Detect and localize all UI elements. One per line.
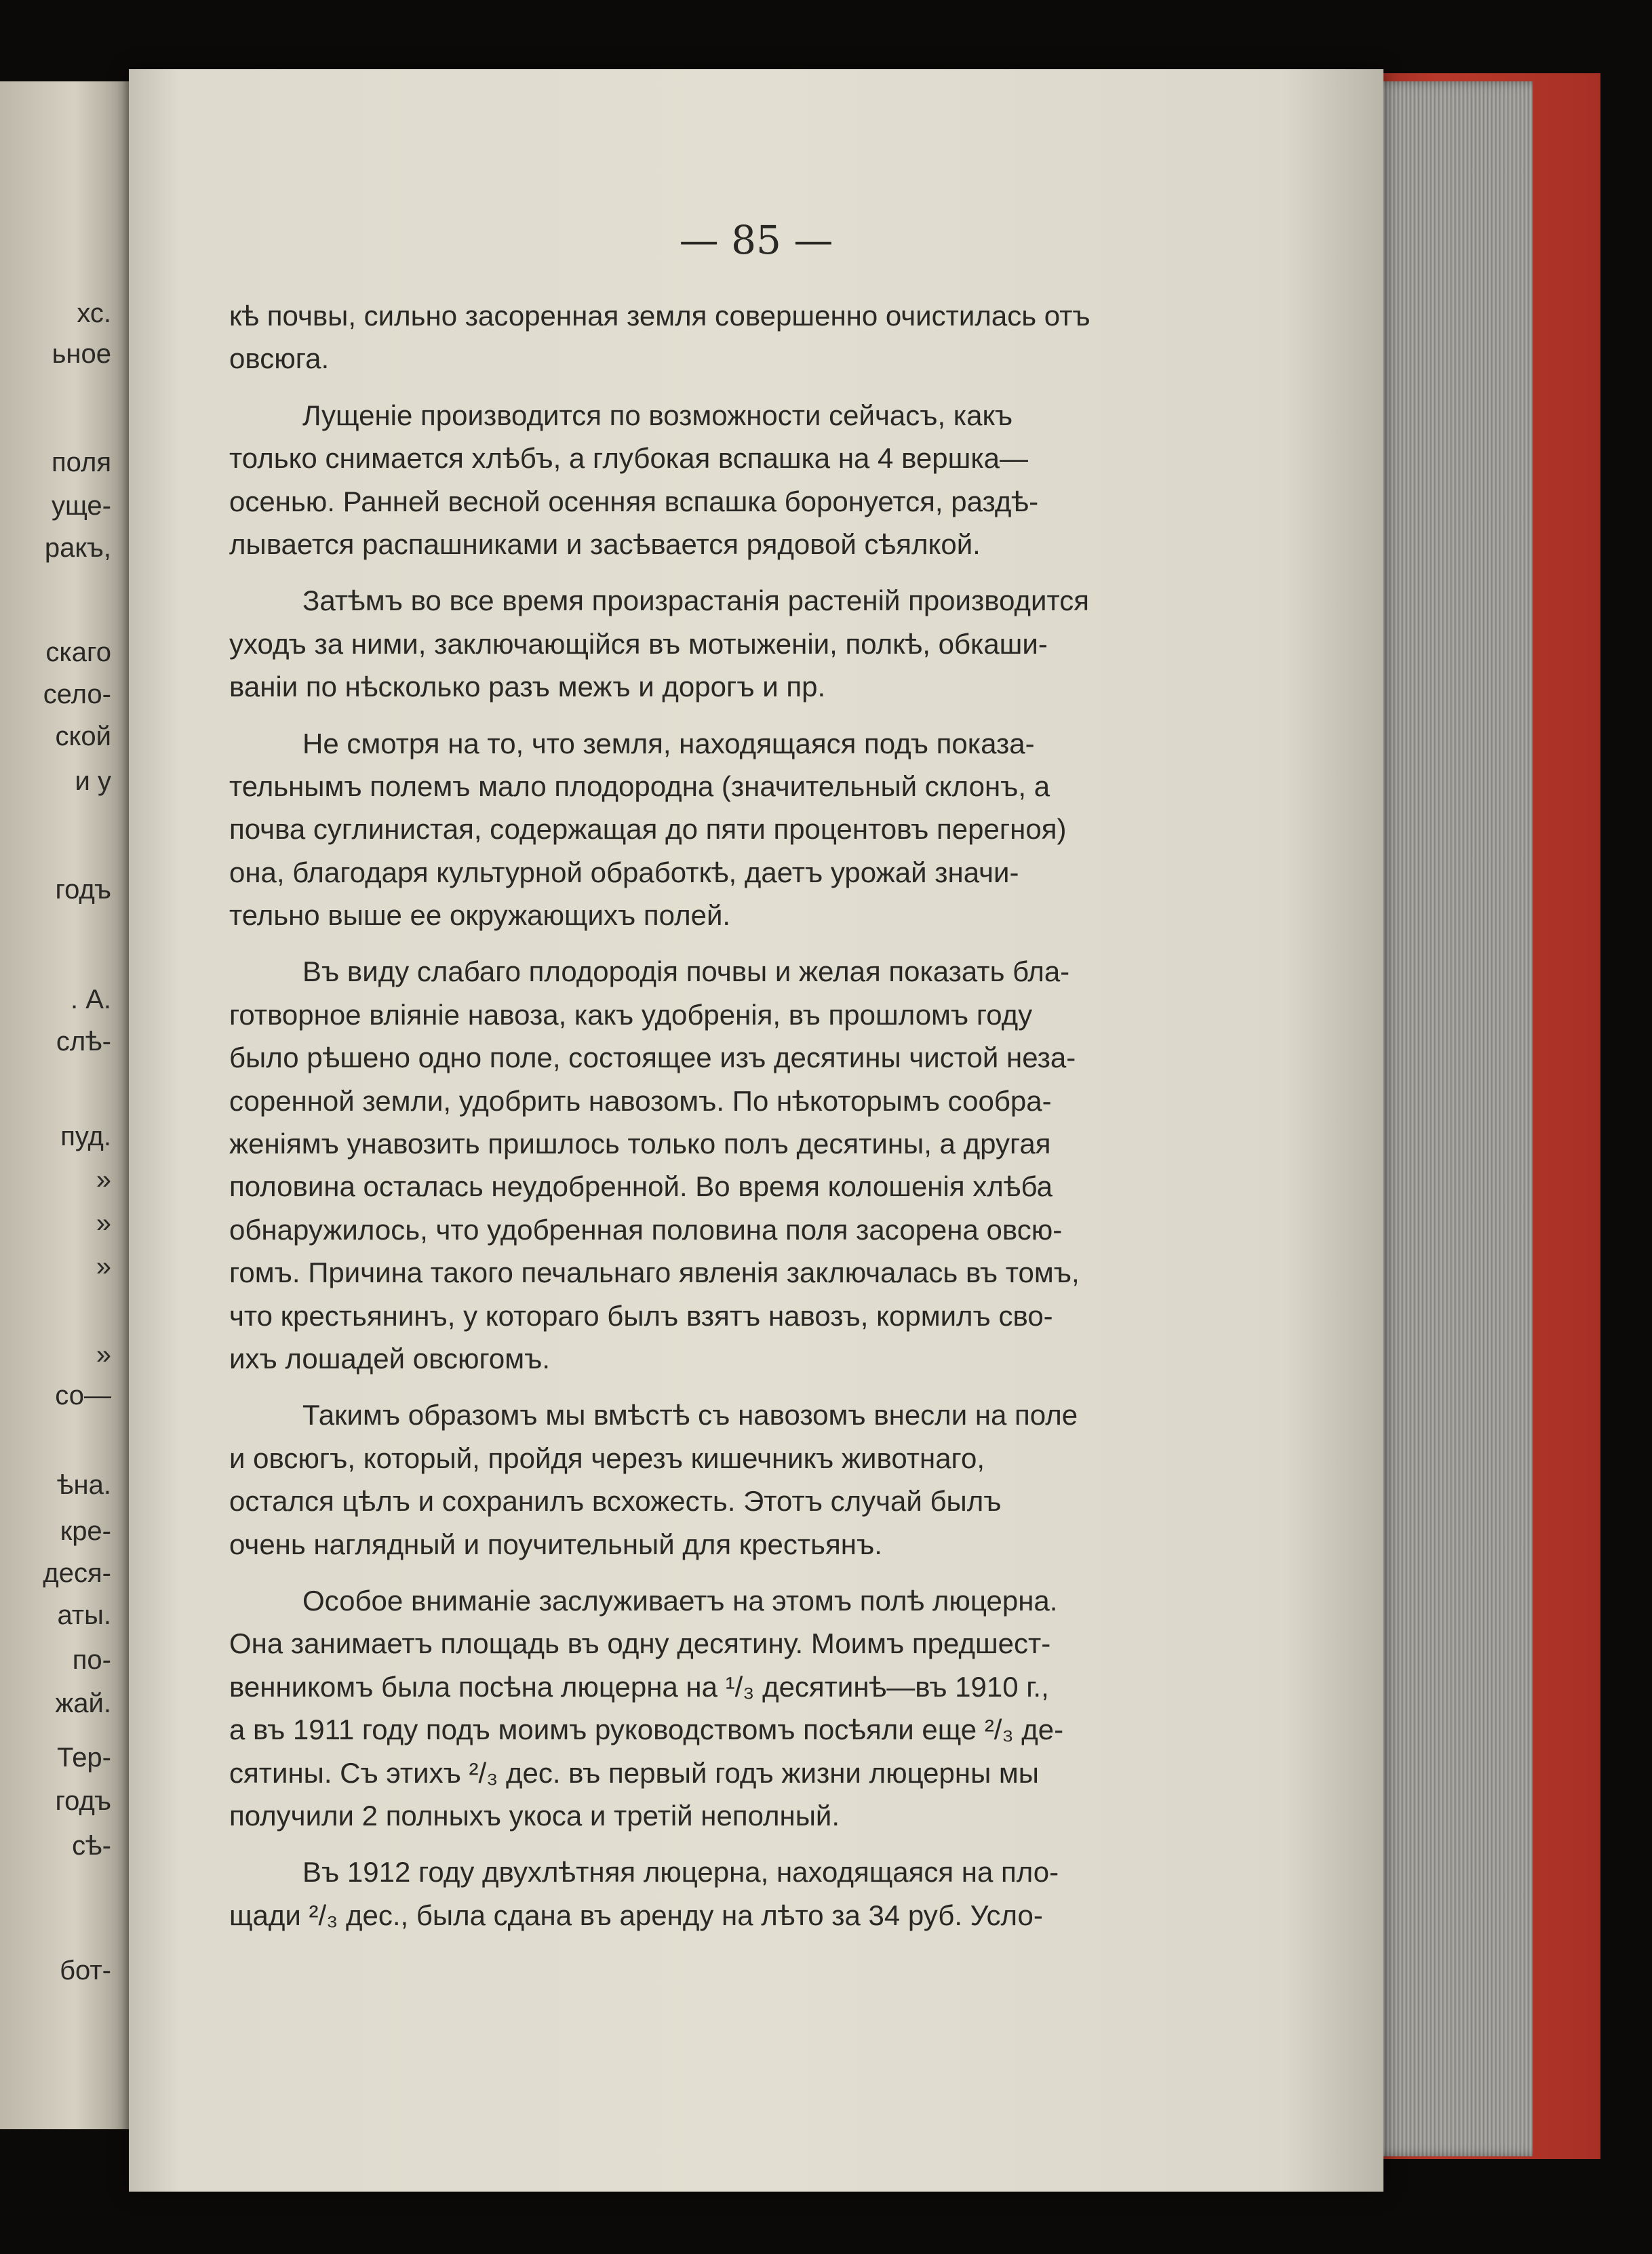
paragraph-gap (229, 380, 1303, 394)
paragraph-gap (229, 709, 1303, 722)
text-line: готворное вліяніе навоза, какъ удобренія, въ прошломъ году (229, 998, 1033, 1031)
left-page-text-line: годъ (55, 875, 111, 905)
text-line: венникомъ была посѣна люцерна на ¹/₃ десятинѣ—въ 1910 г., (229, 1670, 1049, 1703)
left-page-text-line: » (96, 1165, 111, 1195)
text-line: половина осталась неудобренной. Во время колошенія хлѣба (229, 1170, 1053, 1203)
paragraph (229, 1393, 1303, 1566)
text-line: ваніи по нѣсколько разъ межъ и дорогъ и пр. (229, 671, 826, 703)
text-line: соренной земли, удобрить навозомъ. По нѣкоторымъ сообра- (229, 1084, 1052, 1117)
text-line: уходъ за ними, заключающійся въ мотыженіи, полкѣ, обкаши- (229, 627, 1048, 660)
text-line: она, благодаря культурной обработкѣ, даетъ урожай значи- (229, 856, 1019, 888)
left-page-text-line: со— (55, 1381, 111, 1410)
left-page-text-line: и у (75, 766, 111, 796)
text-line: тельнымъ полемъ мало плодородна (значительный склонъ, а (229, 770, 1050, 802)
paragraph (229, 394, 1303, 566)
left-page-text-line: » (96, 1340, 111, 1370)
text-line: было рѣшено одно поле, состоящее изъ десятины чистой неза- (229, 1042, 1076, 1074)
left-page-text-line: деся- (43, 1558, 111, 1588)
left-page-text-line: ьное (52, 339, 111, 369)
text-line: Она занимаетъ площадь въ одну десятину. Моимъ предшест- (229, 1627, 1051, 1660)
text-line: очень наглядный и поучительный для крестьянъ. (229, 1528, 882, 1560)
left-page-text-line: » (96, 1252, 111, 1282)
left-page-text-line: хс. (77, 298, 111, 328)
text-line: гомъ. Причина такого печальнаго явленія заключалась въ томъ, (229, 1257, 1080, 1289)
text-line: щади ²/₃ дес., была сдана въ аренду на лѣто за 34 руб. Усло- (229, 1899, 1043, 1931)
text-line: Въ 1912 году двухлѣтняя люцерна, находящаяся на пло- (302, 1856, 1059, 1889)
text-line: женіямъ унавозить пришлось только полъ десятины, а другая (229, 1128, 1051, 1160)
paragraph (229, 294, 1303, 380)
paragraph (229, 722, 1303, 937)
text-line: Особое вниманіе заслуживаетъ на этомъ полѣ люцерна. (302, 1584, 1058, 1617)
text-line: Лущеніе производится по возможности сейчасъ, какъ (302, 399, 1013, 431)
text-line: лывается распашниками и засѣвается рядовой сѣялкой. (229, 528, 981, 560)
left-page-fragment (0, 81, 136, 2129)
left-page-text-line: ской (55, 721, 111, 751)
text-line: получили 2 полныхъ укоса и третій неполный. (229, 1799, 840, 1832)
paragraph (229, 579, 1303, 708)
left-page-text-line: поля (51, 448, 111, 477)
text-line: а въ 1911 году подъ моимъ руководствомъ посѣяли еще ²/₃ де- (229, 1714, 1064, 1746)
text-line: только снимается хлѣбъ, а глубокая вспашка на 4 вершка— (229, 442, 1028, 475)
left-page-text-line: по- (72, 1645, 111, 1675)
page-number: — 85 — (679, 217, 833, 263)
text-line: ихъ лошадей овсюгомъ. (229, 1342, 551, 1375)
left-page-text-line: пуд. (60, 1122, 111, 1151)
text-line: и овсюгъ, который, пройдя черезъ кишечникъ животнаго, (229, 1442, 985, 1474)
left-page-text-line: скаго (45, 637, 111, 667)
text-line: сятины. Съ этихъ ²/₃ дес. въ первый годъ жизни люцерны мы (229, 1756, 1039, 1789)
text-line: осенью. Ранней весной осенняя вспашка боронуется, раздѣ- (229, 485, 1039, 517)
left-page-text-line: » (96, 1208, 111, 1238)
text-line: Такимъ образомъ мы вмѣстѣ съ навозомъ внесли на поле (302, 1399, 1078, 1431)
paragraph (229, 1579, 1303, 1837)
left-page-text-line: слѣ- (56, 1027, 111, 1056)
left-page-text-line: уще- (51, 491, 111, 521)
left-page-text-line: кре- (60, 1516, 111, 1546)
paragraph (229, 950, 1303, 1380)
paragraph-gap (229, 936, 1303, 950)
text-line: Въ виду слабаго плодородія почвы и желая показать бла- (302, 955, 1070, 988)
paragraph-gap (229, 1837, 1303, 1851)
left-page-text-line: ѣна. (57, 1470, 111, 1500)
text-line: почва суглинистая, содержащая до пяти процентовъ перегноя) (229, 813, 1067, 846)
page-fore-edge (1370, 81, 1533, 2156)
text-line: обнаружилось, что удобренная половина поля засорена овсю- (229, 1213, 1063, 1246)
left-page-text-line: Тер- (57, 1743, 111, 1773)
left-page-text-line: жай. (55, 1688, 111, 1718)
text-line: остался цѣлъ и сохранилъ всхожесть. Этотъ случай былъ (229, 1485, 1002, 1518)
book-page (129, 69, 1383, 2192)
text-line: тельно выше ее окружающихъ полей. (229, 899, 731, 932)
text-line: Затѣмъ во все время произрастанія растеній производится (302, 585, 1090, 617)
text-line: Не смотря на то, что земля, находящаяся подъ показа- (302, 727, 1035, 759)
left-page-text-line: сѣ- (72, 1831, 111, 1861)
text-line: овсюга. (229, 342, 330, 375)
paragraph-gap (229, 1566, 1303, 1579)
left-page-text-line: . А. (70, 985, 111, 1014)
left-page-text-line: бот- (60, 1956, 111, 1985)
left-page-text-line: годъ (55, 1786, 111, 1816)
body-text (229, 294, 1303, 1937)
left-page-text-line: ракъ, (44, 533, 111, 563)
left-page-text-line: аты. (57, 1600, 111, 1630)
text-line: кѣ почвы, сильно засоренная земля совершенно очистилась отъ (229, 300, 1090, 332)
paragraph (229, 1851, 1303, 1937)
left-page-text-line: село- (43, 679, 111, 709)
paragraph-gap (229, 1380, 1303, 1393)
text-line: что крестьянинъ, у котораго былъ взятъ навозъ, кормилъ сво- (229, 1299, 1053, 1332)
paragraph-gap (229, 566, 1303, 579)
